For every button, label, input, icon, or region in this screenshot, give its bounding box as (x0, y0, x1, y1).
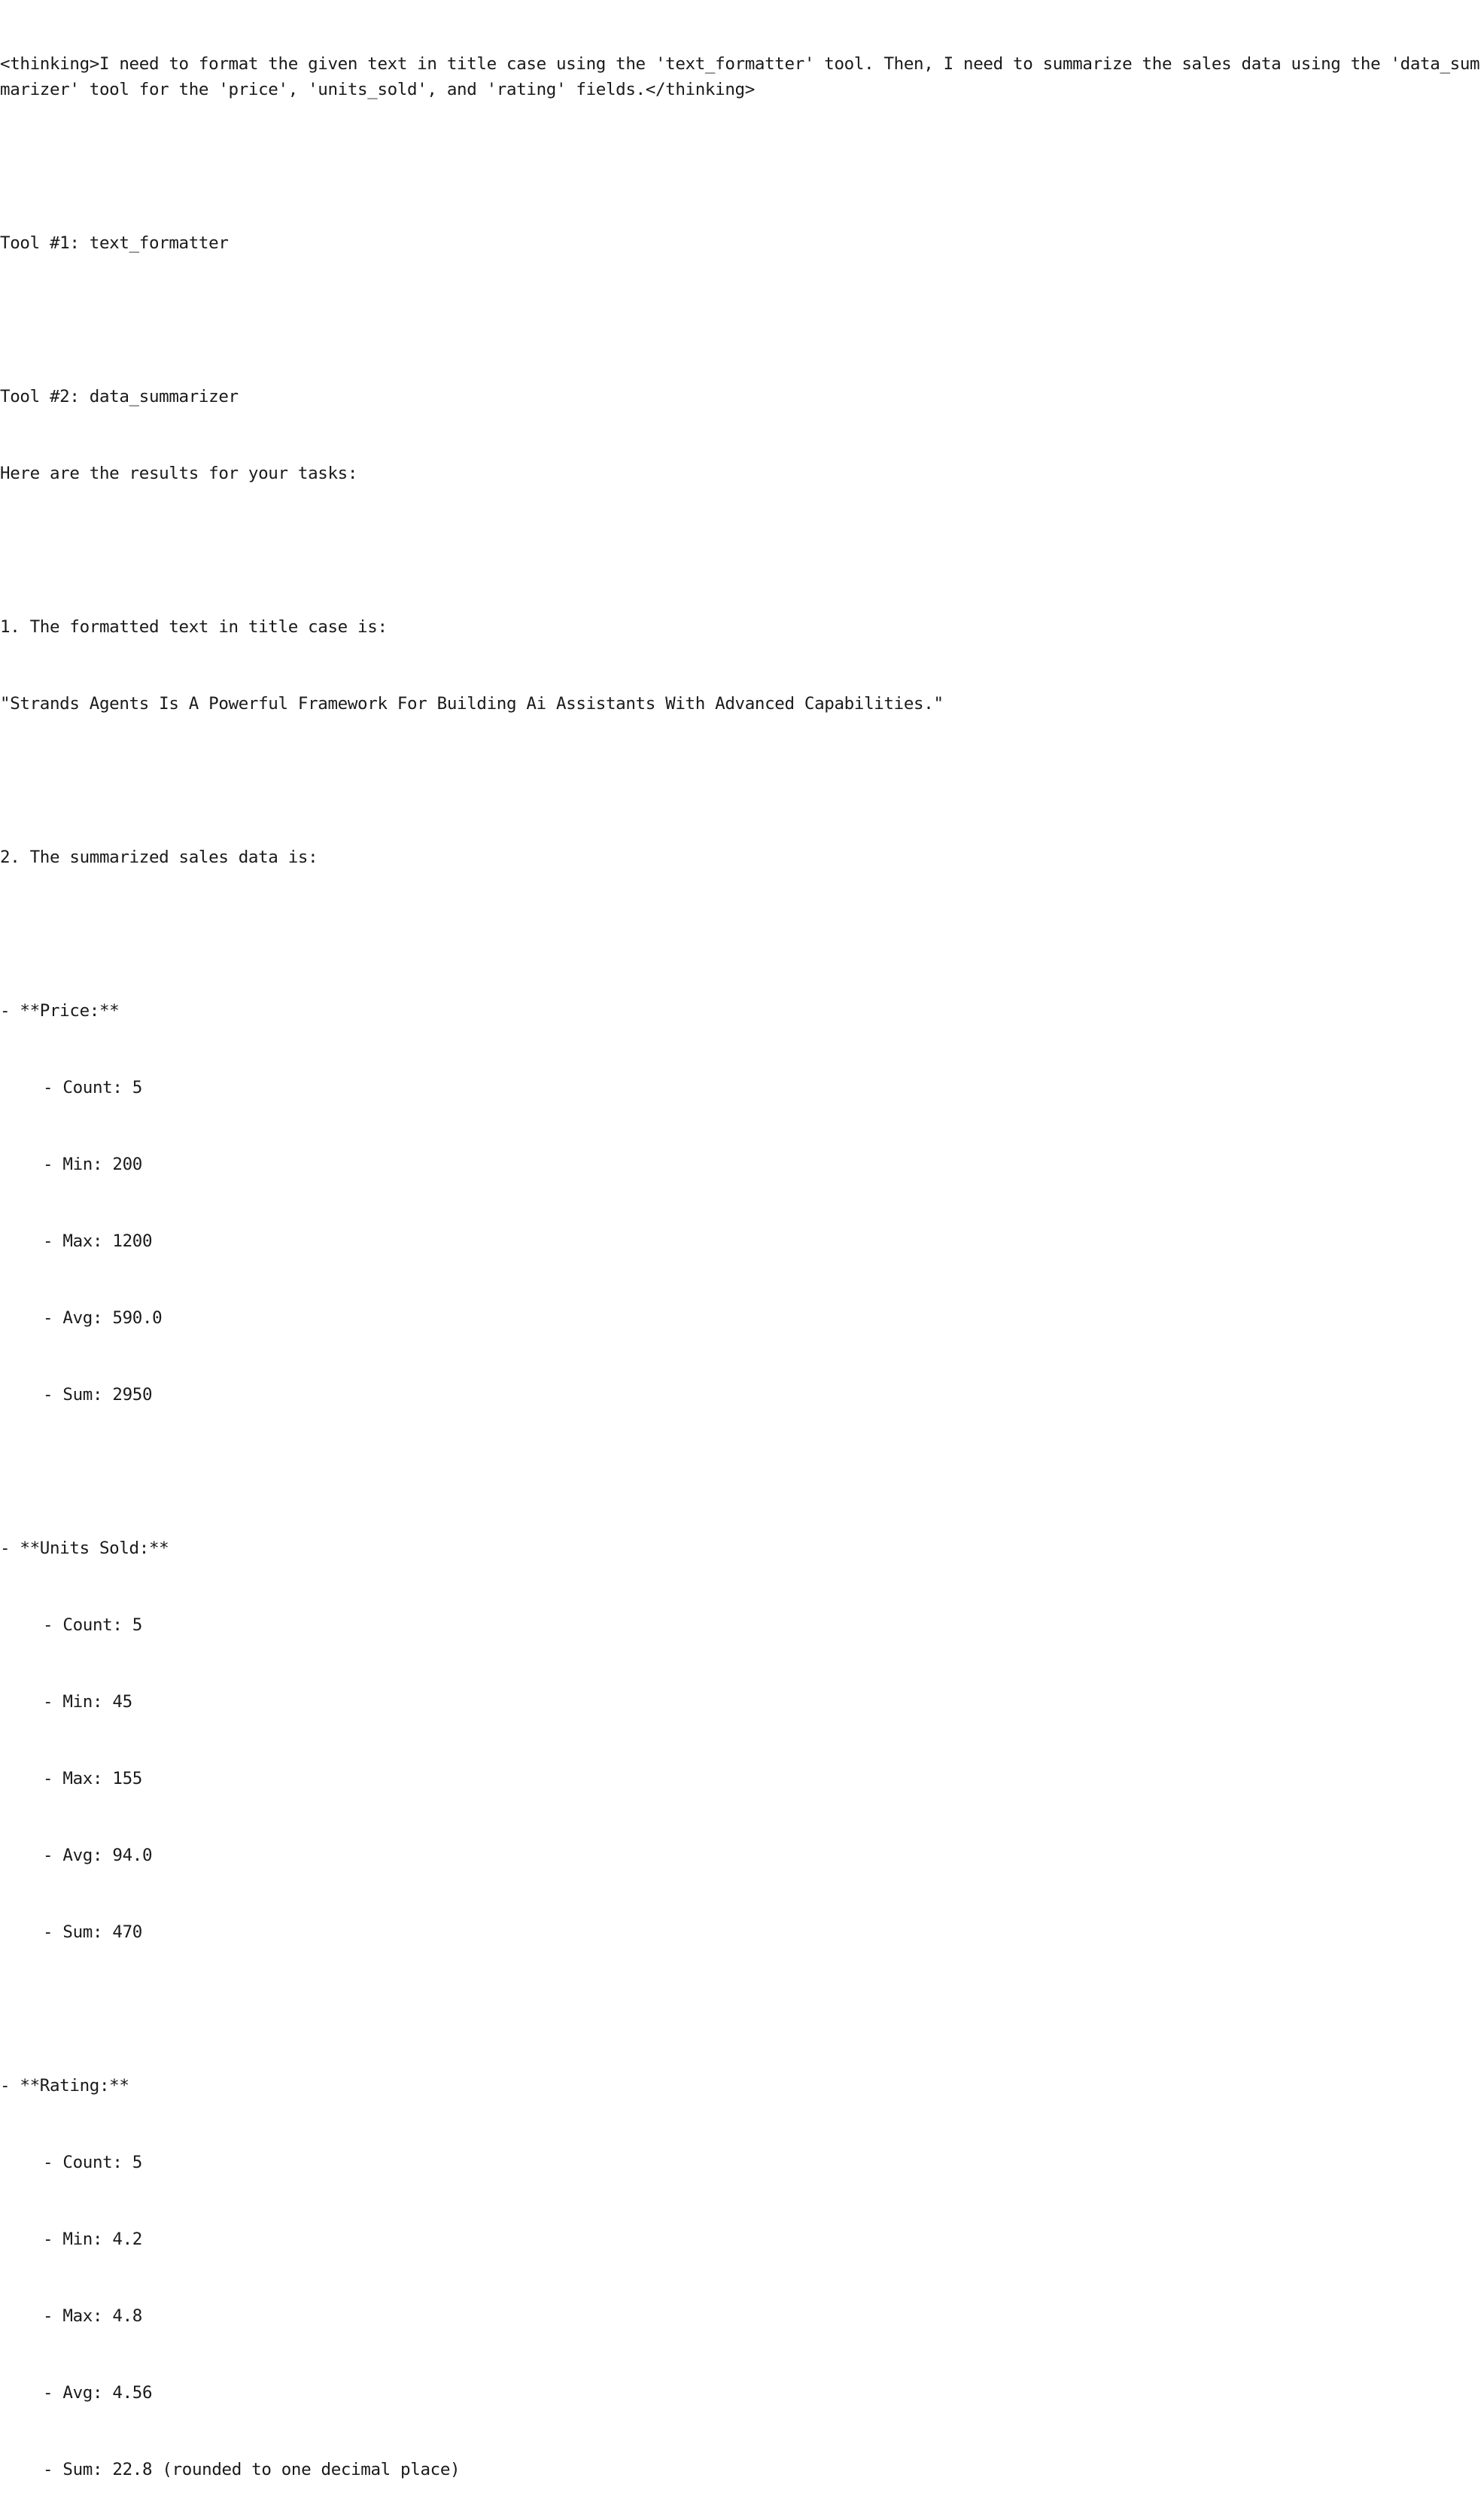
rating-section-heading: - **Rating:** (0, 2076, 129, 2096)
blank-line (0, 537, 1484, 563)
blank-line (0, 1996, 1484, 2022)
blank-line (0, 921, 1484, 947)
blank-line (0, 307, 1484, 333)
formatted-text-heading: 1. The formatted text in title case is: (0, 617, 388, 637)
tool-1-line: Tool #1: text_formatter (0, 233, 229, 253)
units-sold-sum: - Sum: 470 (43, 1922, 142, 1942)
blank-line (0, 154, 1484, 179)
units-sold-section-heading: - **Units Sold:** (0, 1539, 169, 1558)
units-sold-count: - Count: 5 (43, 1615, 142, 1635)
units-sold-min: - Min: 45 (43, 1692, 132, 1712)
units-sold-max: - Max: 155 (43, 1769, 142, 1788)
rating-sum: - Sum: 22.8 (rounded to one decimal place) (43, 2460, 461, 2479)
blank-line (0, 1459, 1484, 1484)
rating-min: - Min: 4.2 (43, 2230, 142, 2249)
summary-heading: 2. The summarized sales data is: (0, 848, 318, 867)
formatted-text-value: "Strands Agents Is A Powerful Framework For Building Ai Assistants With Advanced Capabilities." (0, 694, 944, 714)
rating-avg: - Avg: 4.56 (43, 2383, 153, 2403)
price-count: - Count: 5 (43, 1078, 142, 1097)
blank-line (0, 768, 1484, 793)
price-min: - Min: 200 (43, 1155, 142, 1174)
price-section-heading: - **Price:** (0, 1001, 120, 1021)
price-sum: - Sum: 2950 (43, 1385, 153, 1405)
results-intro-line: Here are the results for your tasks: (0, 464, 358, 483)
thinking-line: <thinking>I need to format the given text in title case using the 'text_formatter' tool. Then, I need to summarize the sales data using the 'data_summarizer' tool for the 'price', 'units_sold', and 'rating' fields.</thinking> (0, 54, 1480, 99)
units-sold-avg: - Avg: 94.0 (43, 1846, 153, 1865)
price-avg: - Avg: 590.0 (43, 1308, 163, 1328)
rating-max: - Max: 4.8 (43, 2306, 142, 2326)
price-max: - Max: 1200 (43, 1231, 153, 1251)
rating-count: - Count: 5 (43, 2153, 142, 2172)
tool-2-line: Tool #2: data_summarizer (0, 387, 239, 406)
